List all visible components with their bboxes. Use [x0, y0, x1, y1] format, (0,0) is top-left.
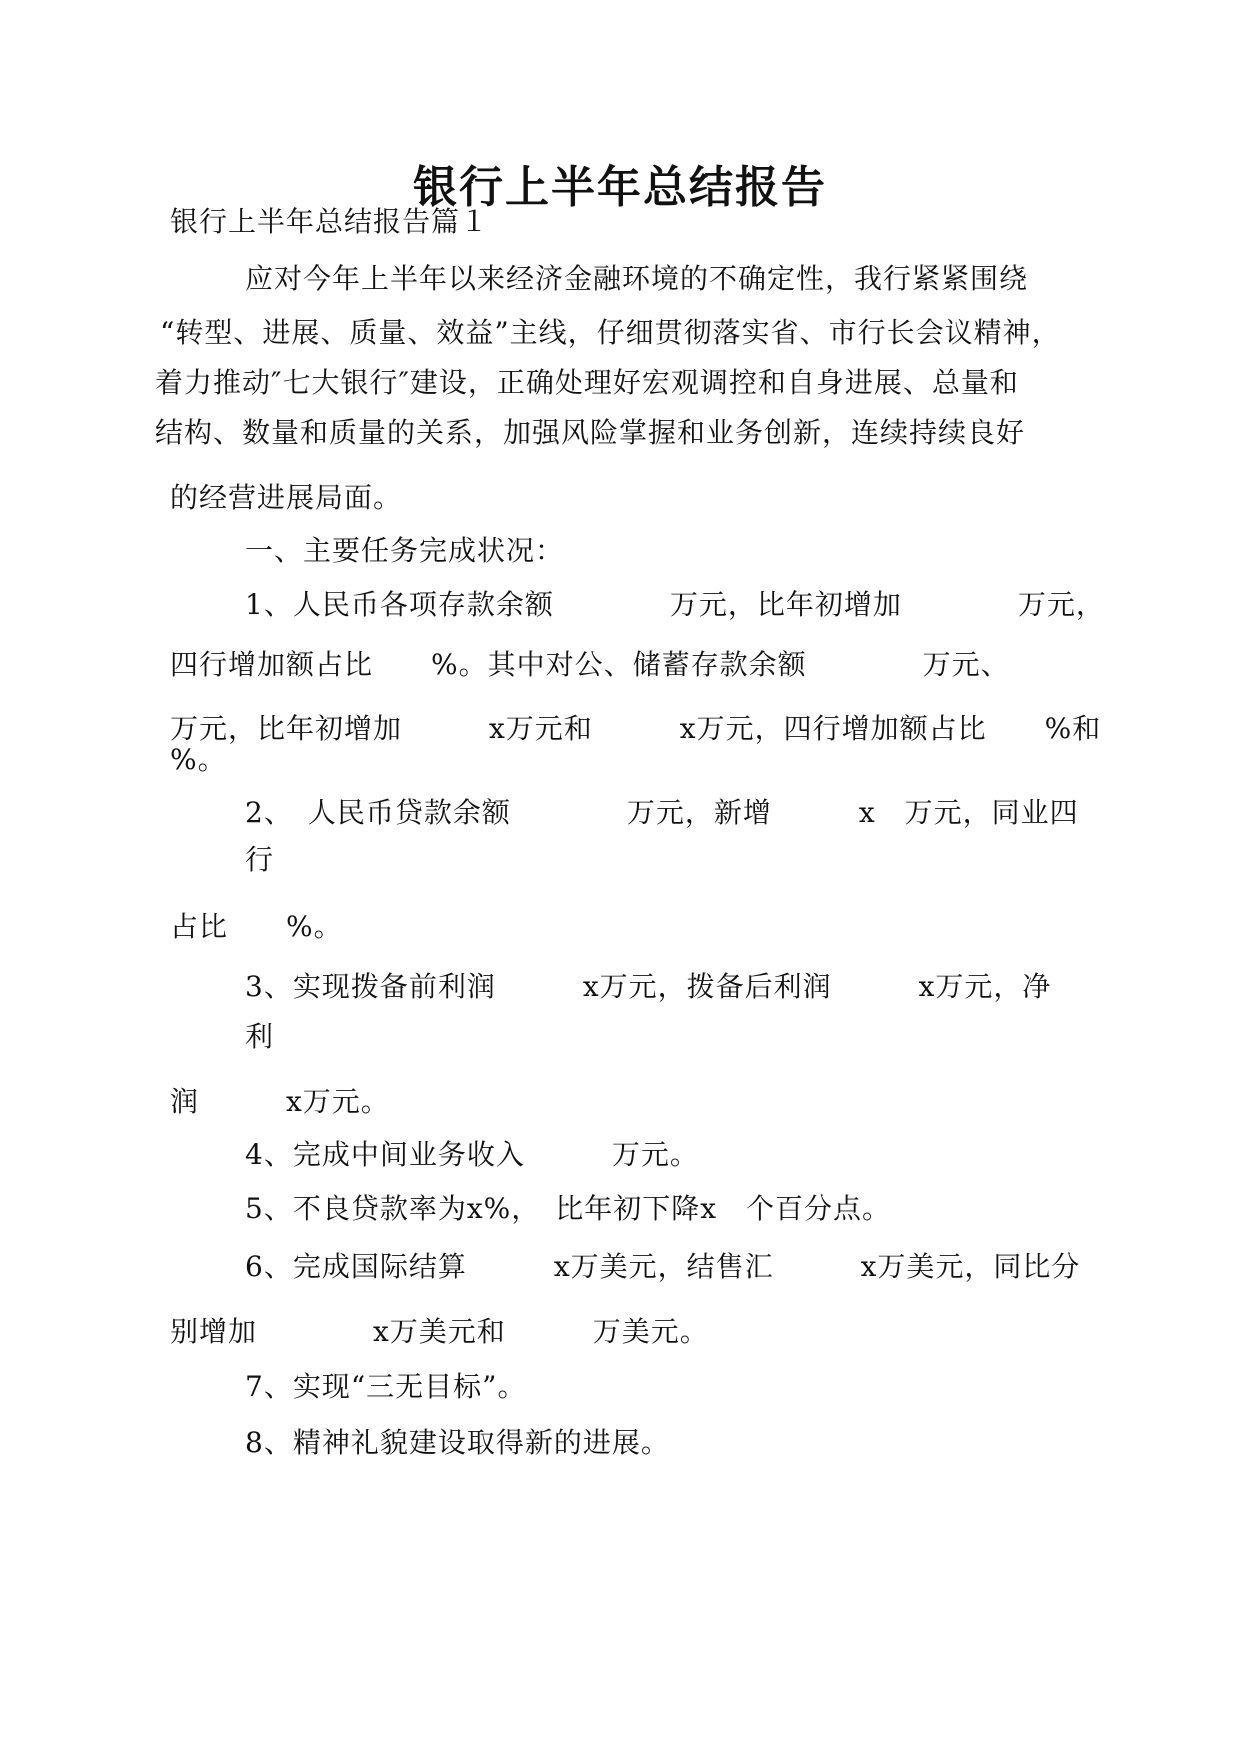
- intro-line-4: 结构、数量和质量的关系，加强风险掌握和业务创新，连续持续良好: [155, 416, 1026, 449]
- item-3-line-2: 利: [245, 1020, 275, 1053]
- item-3-line-3: 润 x万元。: [170, 1085, 390, 1118]
- intro-line-2: “转型、进展、质量、效益”主线，仔细贯彻落实省、市行长会议精神，: [160, 316, 1061, 349]
- item-6-line-2: 别增加 x万美元和 万美元。: [170, 1315, 709, 1348]
- item-5: 5、不良贷款率为x%， 比年初下降x 个百分点。: [245, 1192, 892, 1225]
- item-2-line-1: 2、 人民币贷款余额 万元，新增 x 万元，同业四: [245, 796, 1079, 829]
- item-1-line-2: 四行增加额占比 %。其中对公、储蓄存款余额 万元、: [170, 648, 1010, 681]
- item-1-line-1: 1、人民币各项存款余额 万元，比年初增加 万元，: [245, 588, 1105, 621]
- item-3-line-1: 3、实现拨备前利润 x万元，拨备后利润 x万元，净: [245, 970, 1052, 1003]
- intro-line-5: 的经营进展局面。: [170, 481, 403, 514]
- intro-line-3: 着力推动″七大银行″建设，正确处理好宏观调控和自身进展、总量和: [155, 366, 1019, 399]
- item-2-line-3: 占比 %。: [170, 910, 343, 943]
- item-2-line-2: 行: [245, 843, 275, 876]
- item-1-line-3: 万元，比年初增加 x万元和 x万元，四行增加额占比 %和: [170, 712, 1102, 745]
- section-heading: 一、主要任务完成状况：: [245, 534, 565, 567]
- document-title: 银行上半年总结报告: [413, 162, 827, 213]
- item-6-line-1: 6、完成国际结算 x万美元，结售汇 x万美元，同比分: [245, 1250, 1081, 1283]
- intro-line-1: 应对今年上半年以来经济金融环境的不确定性，我行紧紧围绕: [245, 262, 1029, 295]
- item-4: 4、完成中间业务收入 万元。: [245, 1138, 699, 1171]
- item-8: 8、精神礼貌建设取得新的进展。: [245, 1426, 670, 1459]
- item-7: 7、实现“三无目标”。: [245, 1370, 527, 1403]
- document-subtitle: 银行上半年总结报告篇１: [170, 205, 490, 238]
- item-1-line-4: %。: [170, 743, 227, 776]
